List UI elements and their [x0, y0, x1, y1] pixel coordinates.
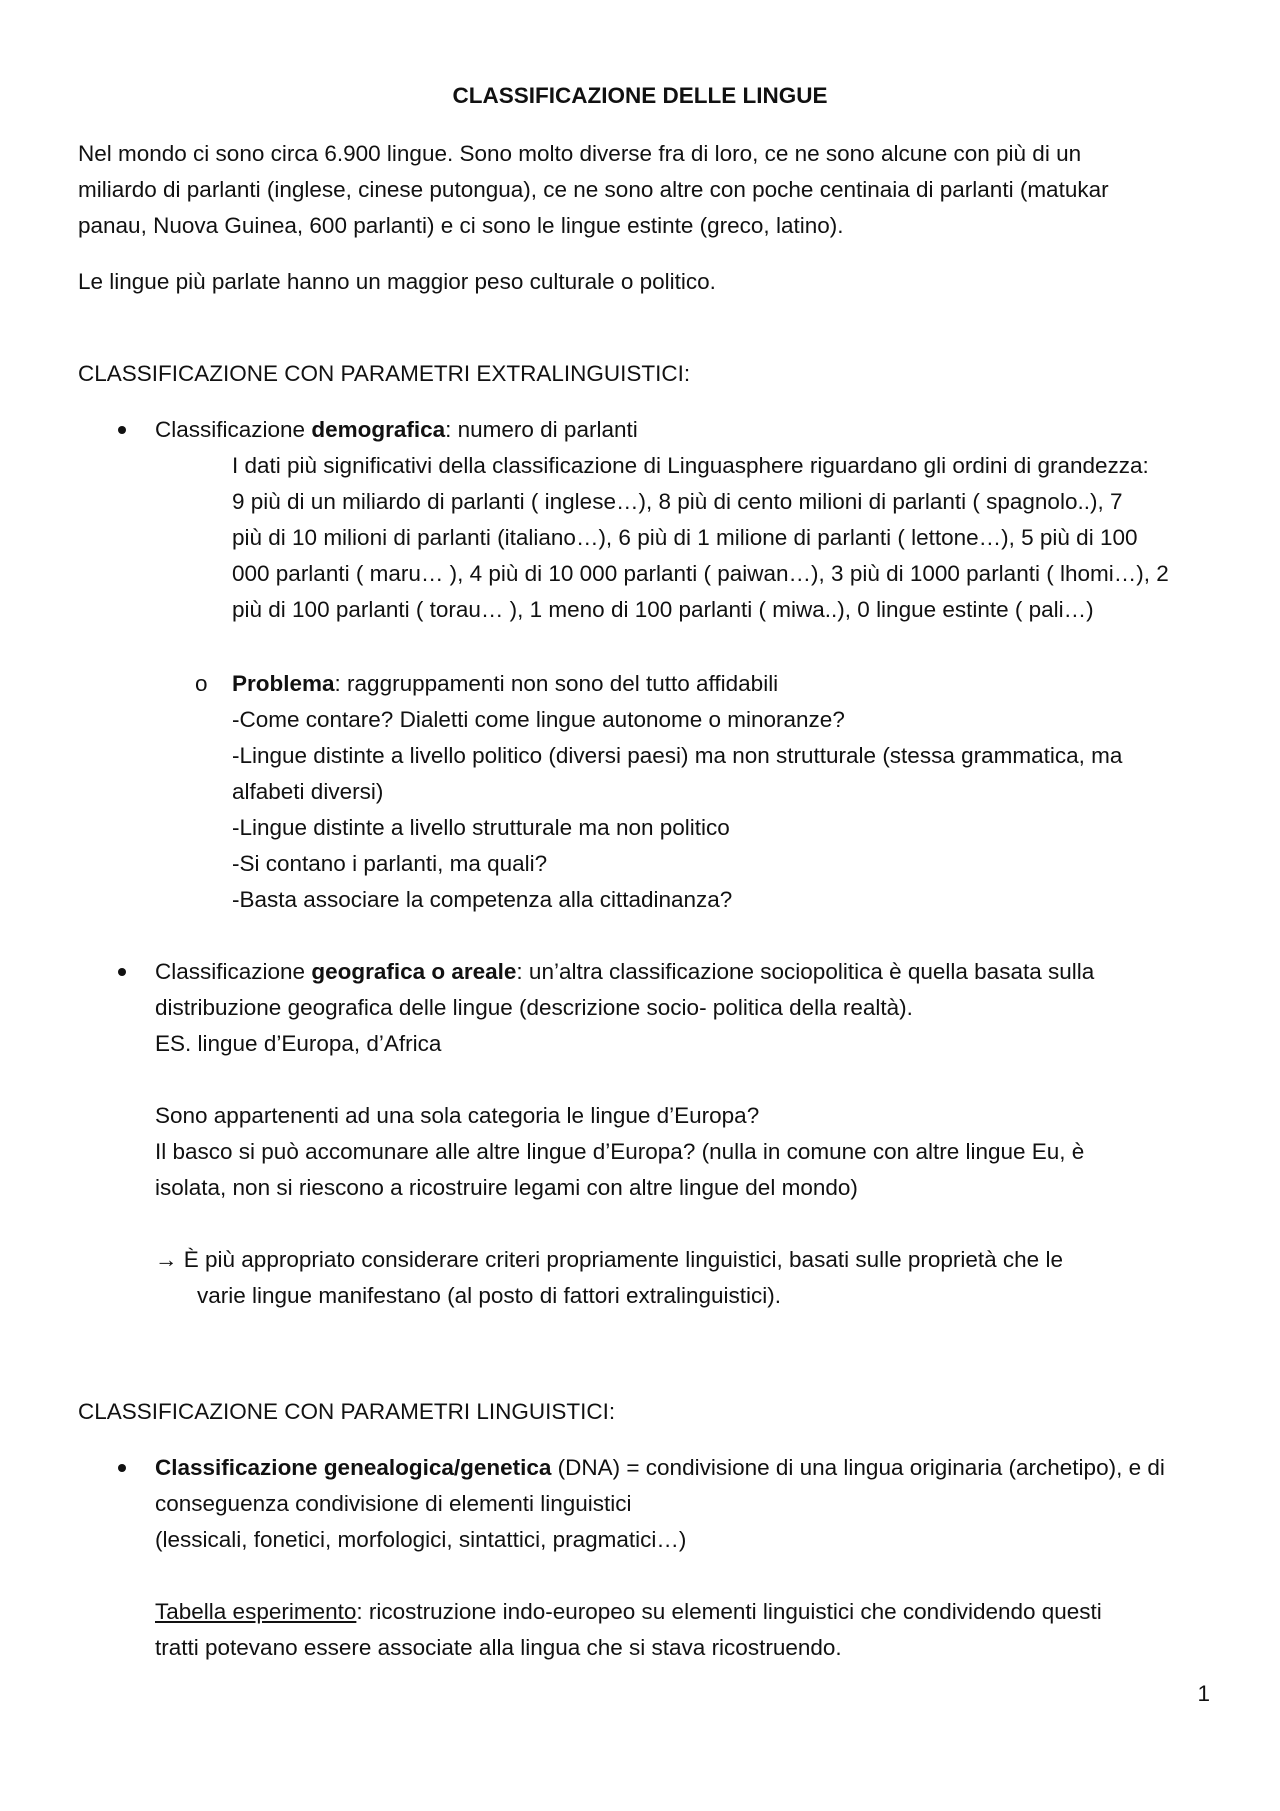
intro-line: miliardo di parlanti (inglese, cinese putongua), ce ne sono altre con poche centinaia di parlanti (matukar	[78, 177, 1109, 202]
intro-line: Nel mondo ci sono circa 6.900 lingue. Sono molto diverse fra di loro, ce ne sono alcune con più di un	[78, 141, 1082, 166]
section-heading-extralinguistic: CLASSIFICAZIONE CON PARAMETRI EXTRALINGUISTICI:	[78, 361, 691, 386]
page-title: CLASSIFICAZIONE DELLE LINGUE	[452, 83, 828, 108]
geographic-question-paragraph: Sono appartenenti ad una sola categoria le lingue d’Europa? Il basco si può accomunare alle altre lingue d’Europa? (nulla in comune con altre lingue Eu, è isolata, non si riescono a ricostruire legami con altre lingue del mondo)	[155, 1103, 1085, 1200]
arrow-conclusion: → È più appropriato considerare criteri propriamente linguistici, basati sulle proprietà che le varie lingue manifestano (al posto di fattori extralinguistici).	[155, 1247, 1063, 1308]
bold-term: Problema	[232, 671, 335, 696]
list-item-demographic: Classificazione demografica: numero di parlanti	[155, 412, 1215, 448]
bullet-icon	[118, 426, 126, 434]
list-item-genealogical: Classificazione genealogica/genetica (DNA) = condivisione di una lingua originaria (archetipo), e di conseguenza condivisione di elementi linguistici (lessicali, fonetici, morfologici, sintattici, pragmatici…)	[155, 1450, 1215, 1558]
section-heading-linguistic: CLASSIFICAZIONE CON PARAMETRI LINGUISTICI:	[78, 1399, 616, 1424]
bold-term: Classificazione genealogica/genetica	[155, 1455, 552, 1480]
list-subitem-problem: o Problema: raggruppamenti non sono del tutto affidabili -Come contare? Dialetti come lingue autonome o minoranze? -Lingue distinte a livello politico (diversi paesi) ma non strutturale (stessa grammatica, ma alfabeti diversi) -Lingue distinte a livello strutturale ma non politico -Si contano i parlanti, ma quali? -Basta associare la competenza alla cittadinanza?	[232, 666, 1222, 918]
demographic-details: I dati più significativi della classificazione di Linguasphere riguardano gli ordini di grandezza: 9 più di un miliardo di parlanti ( inglese…), 8 più di cento milioni di parlanti ( spagnolo..), 7 più di 10 milioni di parlanti (italiano…), 6 più di 1 milione di parlanti ( lettone…), 5 più di 100 000 parlanti ( maru… ), 4 più di 10 000 parlanti ( paiwan…), 3 più di 1000 parlanti ( lhomi…), 2 più di 100 parlanti ( torau… ), 1 meno di 100 parlanti ( miwa..), 0 lingue estinte ( pali…)	[232, 453, 1169, 622]
intro-paragraph-2: Le lingue più parlate hanno un maggior peso culturale o politico.	[78, 269, 716, 294]
bullet-icon	[118, 968, 126, 976]
page-number: 1	[1197, 1681, 1210, 1706]
bullet-icon	[118, 1464, 126, 1472]
bold-term: demografica	[311, 417, 446, 442]
underlined-term: Tabella esperimento	[155, 1599, 357, 1624]
table-experiment-paragraph: Tabella esperimento: ricostruzione indo-europeo su elementi linguistici che condividendo questi tratti potevano essere associate alla lingua che si stava ricostruendo.	[155, 1599, 1102, 1660]
bold-term: geografica o areale	[311, 959, 517, 984]
intro-line: panau, Nuova Guinea, 600 parlanti) e ci sono le lingue estinte (greco, latino).	[78, 213, 844, 238]
intro-paragraph	[78, 136, 1208, 244]
circle-bullet-icon: o	[195, 671, 208, 696]
list-item-geographic: Classificazione geografica o areale: un’altra classificazione sociopolitica è quella basata sulla distribuzione geografica delle lingue (descrizione socio- politica della realtà). ES. lingue d’Europa, d’Africa	[155, 954, 1215, 1062]
